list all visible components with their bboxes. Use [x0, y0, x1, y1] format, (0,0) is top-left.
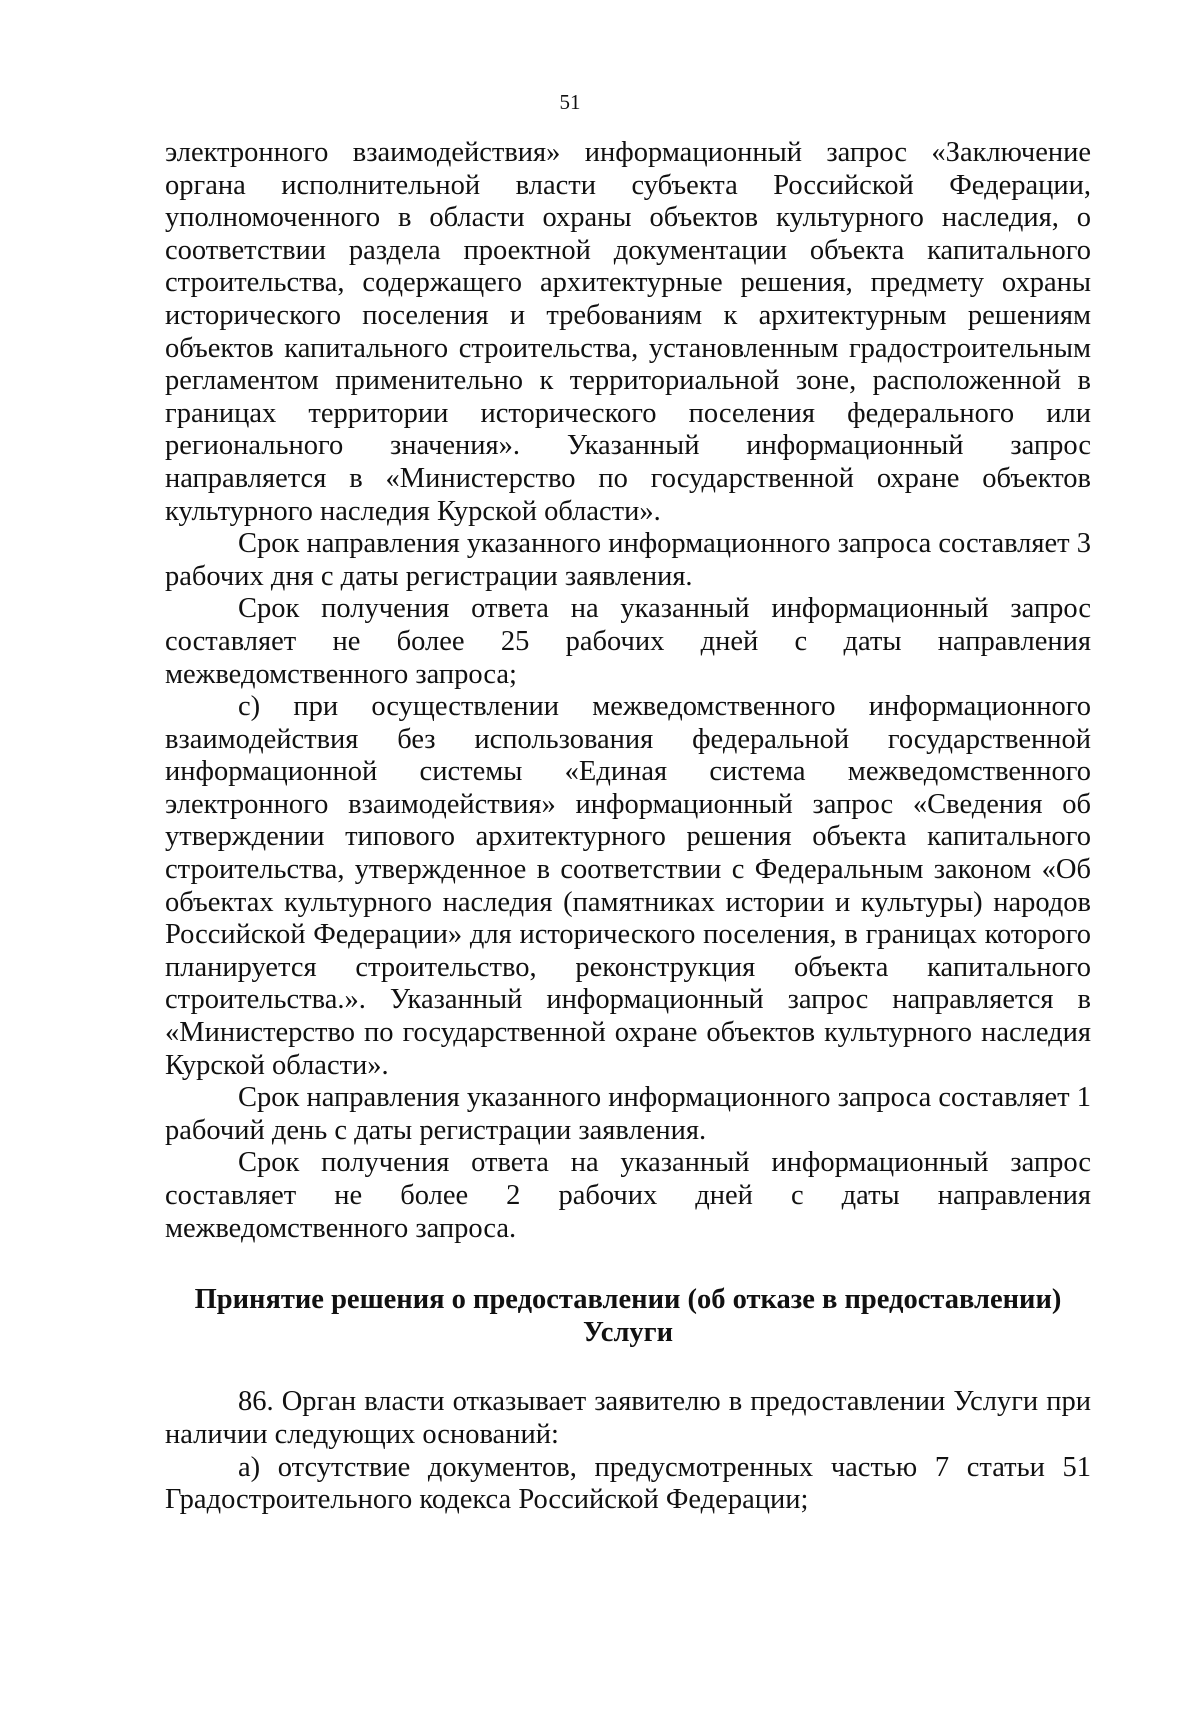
page-number: 51 [559, 90, 581, 114]
paragraphs-top [165, 137, 1091, 1245]
paragraph: 86. Орган власти отказывает заявителю в предоставлении Услуги при наличии следующих оснований: [165, 1386, 1091, 1450]
paragraph: электронного взаимодействия» информационный запрос «Заключение органа исполнительной власти субъекта Российской Федерации, уполномоченного в области охраны объектов культурного наследия, о соответствии раздела проектной документации объекта капитального строительства, содержащего архитектурные решения, предмету охраны исторического поселения и требованиям к архитектурным решениям объектов капитального строительства, установленным градостроительным регламентом применительно к территориальной зоне, расположенной в границах территории исторического поселения федерального или регионального значения». Указанный информационный запрос направляется в «Министерство по государственной охране объектов культурного наследия Курской области». [165, 137, 1091, 527]
paragraph: Срок направления указанного информационного запроса составляет 3 рабочих дня с даты регистрации заявления. [165, 528, 1091, 592]
paragraph: Срок получения ответа на указанный информационный запрос составляет не более 25 рабочих дней с даты направления межведомственного запроса; [165, 593, 1091, 690]
paragraphs-bottom [165, 1386, 1091, 1516]
section-heading-line: Принятие решения о предоставлении (об отказе в предоставлении) [194, 1284, 1062, 1316]
document-body [165, 137, 1091, 1517]
paragraph: с) при осуществлении межведомственного информационного взаимодействия без использования федеральной государственной информационной системы «Единая система межведомственного электронного взаимодействия» информационный запрос «Сведения об утверждении типового архитектурного решения объекта капитального строительства, утвержденное в соответствии с Федеральным законом «Об объектах культурного наследия (памятниках истории и культуры) народов Российской Федерации» для исторического поселения, в границах которого планируется строительство, реконструкция объекта капитального строительства.». Указанный информационный запрос направляется в «Министерство по государственной охране объектов культурного наследия Курской области». [165, 691, 1091, 1081]
paragraph: Срок получения ответа на указанный информационный запрос составляет не более 2 рабочих дней с даты направления межведомственного запроса. [165, 1147, 1091, 1244]
paragraph: Срок направления указанного информационного запроса составляет 1 рабочий день с даты регистрации заявления. [165, 1082, 1091, 1146]
section-heading [165, 1284, 1091, 1349]
section-heading-line: Услуги [582, 1316, 674, 1348]
paragraph: а) отсутствие документов, предусмотренных частью 7 статьи 51 Градостроительного кодекса Российской Федерации; [165, 1451, 1091, 1516]
